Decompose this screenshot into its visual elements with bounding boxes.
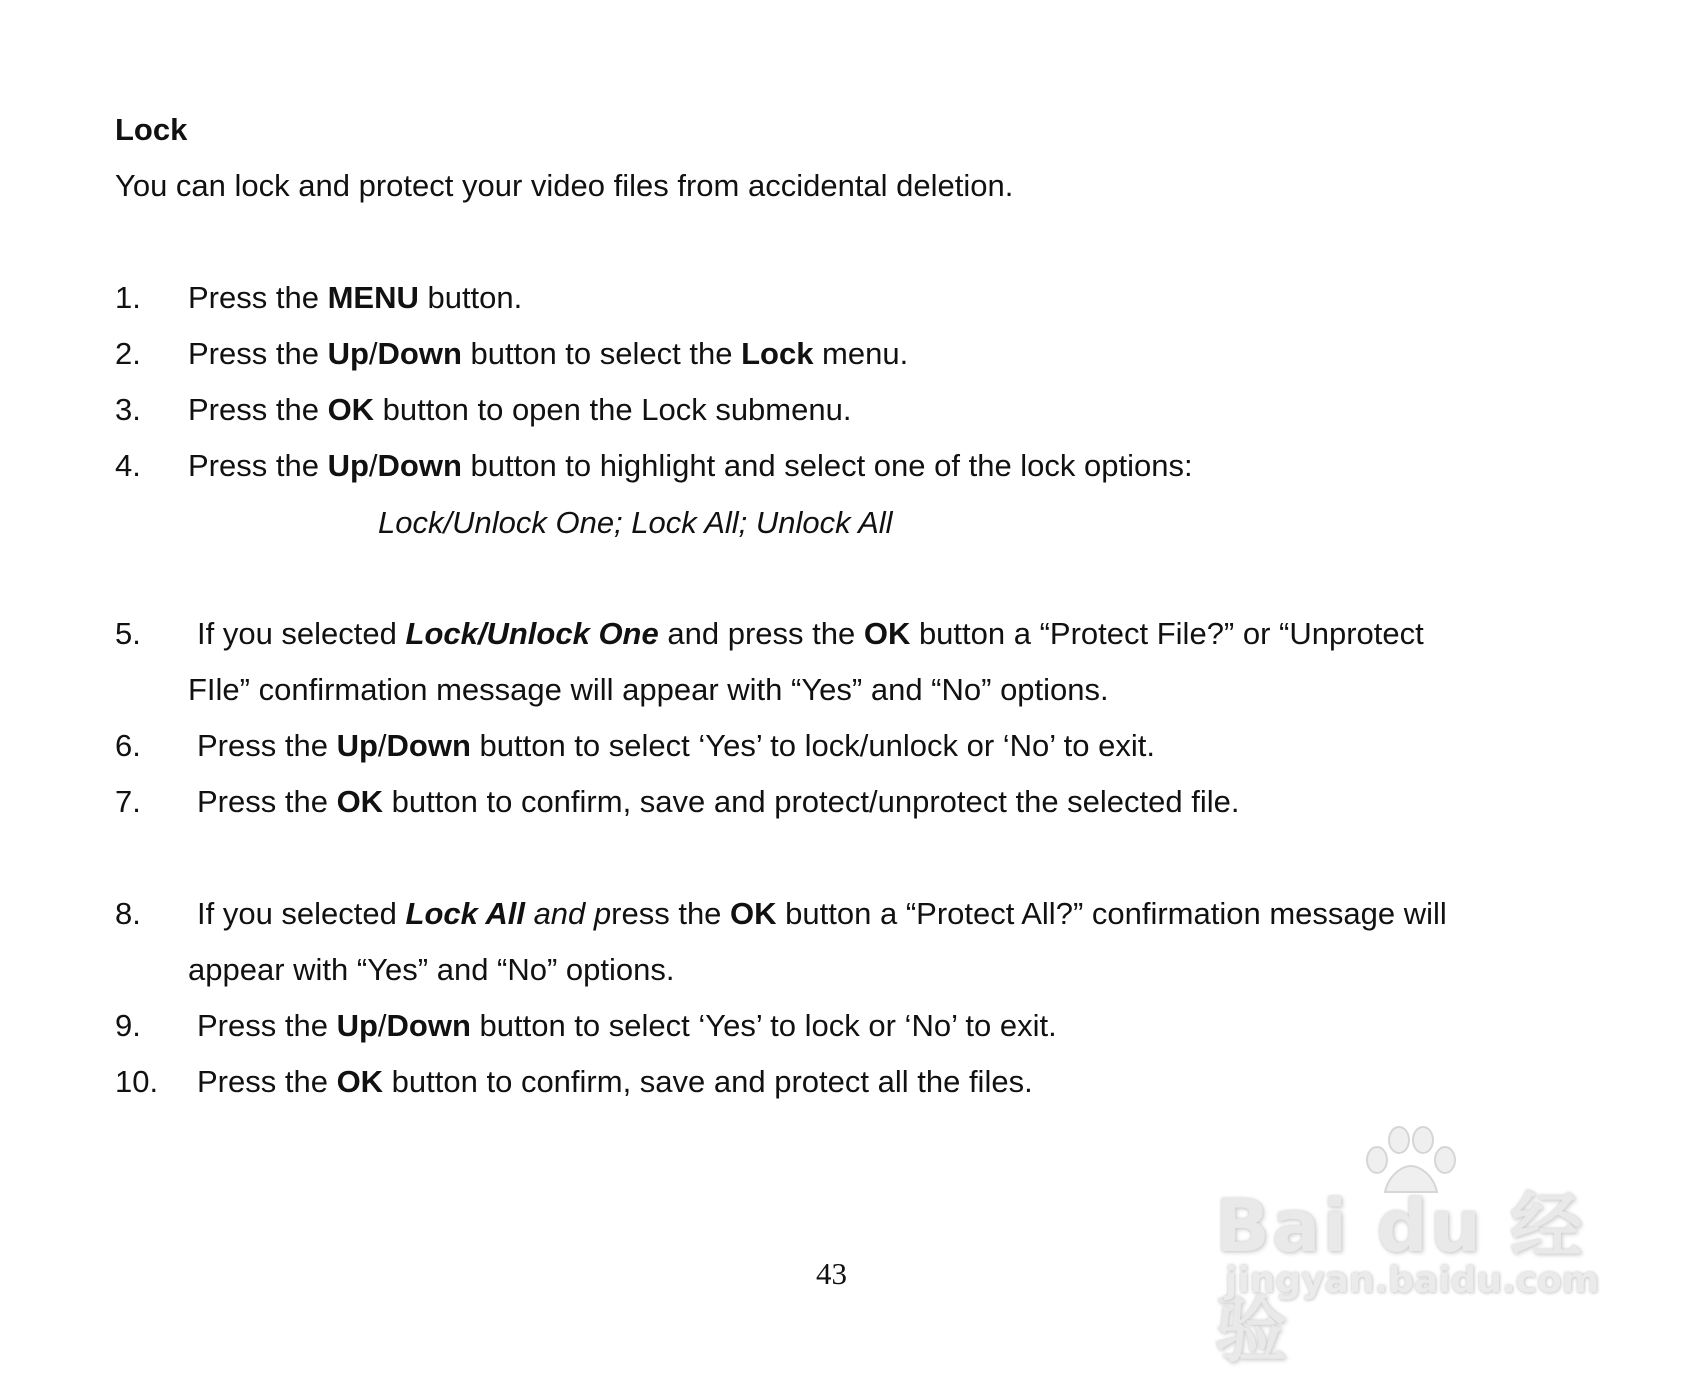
button-name: Down <box>386 1008 471 1043</box>
step-text-part: button to open the Lock submenu. <box>374 392 852 427</box>
step-text-part: button. <box>418 280 523 315</box>
step-text-part: Press the <box>188 280 328 315</box>
step-text <box>197 616 1424 652</box>
step-text <box>188 336 908 372</box>
step-text <box>197 784 1240 820</box>
step-number: 10. <box>115 1064 159 1099</box>
step-text <box>188 448 1193 484</box>
step-text-part: button to select ‘Yes’ to lock or ‘No’ to exit. <box>470 1008 1057 1043</box>
step-text <box>188 280 522 316</box>
step-number: 2. <box>115 336 141 371</box>
step-text-part: button to select the <box>461 336 742 371</box>
intro-text: You can lock and protect your video files from accidental deletion. <box>115 168 1014 203</box>
step-text-part: If you selected <box>197 896 406 931</box>
step-5-continuation: FIle” confirmation message will appear with “Yes” and “No” options. <box>188 672 1109 707</box>
separator: / <box>368 336 378 371</box>
step-text-part: If you selected <box>197 616 406 651</box>
step-text-part: button a “Protect All?” confirmation message will <box>776 896 1447 931</box>
step-text-part: Press the <box>197 784 337 819</box>
step-number: 1. <box>115 280 141 315</box>
step-number: 9. <box>115 1008 141 1043</box>
option-name: Lock/Unlock One <box>405 616 659 651</box>
button-name: Up <box>336 728 378 763</box>
section-heading: Lock <box>115 112 188 147</box>
button-name: OK <box>327 392 375 427</box>
step-text <box>197 728 1155 764</box>
step-text-part: and p <box>524 896 612 931</box>
page-number: 43 <box>816 1256 847 1291</box>
step-8-continuation: appear with “Yes” and “No” options. <box>188 952 675 987</box>
step-text <box>188 392 851 428</box>
step-text-part: button a “Protect File?” or “Unprotect <box>910 616 1424 651</box>
baidu-watermark <box>1215 1118 1635 1372</box>
step-number: 5. <box>115 616 141 651</box>
step-text-part: button to confirm, save and protect all the files. <box>383 1064 1033 1099</box>
button-name: MENU <box>327 280 419 315</box>
button-name: Up <box>327 448 369 483</box>
separator: / <box>377 728 387 763</box>
step-number: 6. <box>115 728 141 763</box>
step-text-part: button to select ‘Yes’ to lock/unlock or ‘No’ to exit. <box>470 728 1155 763</box>
button-name: Down <box>377 336 462 371</box>
step-text <box>197 896 1447 932</box>
step-text-part: Press the <box>188 392 328 427</box>
button-name: Down <box>386 728 471 763</box>
button-name: OK <box>730 896 777 931</box>
option-name: Lock All <box>405 896 525 931</box>
button-name: OK <box>336 1064 384 1099</box>
lock-options: Lock/Unlock One; Lock All; Unlock All <box>378 505 893 540</box>
watermark-url: jingyan.baidu.com <box>1225 1260 1600 1301</box>
button-name: OK <box>863 616 911 651</box>
step-text-part: ress the <box>611 896 731 931</box>
step-text-part: Press the <box>197 1008 337 1043</box>
step-number: 8. <box>115 896 141 931</box>
button-name: Up <box>336 1008 378 1043</box>
step-text-part: Press the <box>188 448 328 483</box>
separator: / <box>377 1008 387 1043</box>
menu-name: Lock <box>741 336 814 371</box>
step-text-part: Press the <box>197 728 337 763</box>
watermark-brand: Bai du 经验 <box>1215 1184 1585 1372</box>
button-name: Up <box>327 336 369 371</box>
step-text <box>197 1008 1057 1044</box>
step-text-part: and press the <box>658 616 864 651</box>
step-text-part: Press the <box>197 1064 337 1099</box>
step-number: 3. <box>115 392 141 427</box>
step-text-part: button to highlight and select one of the lock options: <box>461 448 1193 483</box>
step-number: 4. <box>115 448 141 483</box>
step-text <box>197 1064 1033 1100</box>
step-text-part: button to confirm, save and protect/unprotect the selected file. <box>383 784 1240 819</box>
separator: / <box>368 448 378 483</box>
button-name: OK <box>336 784 384 819</box>
button-name: Down <box>377 448 462 483</box>
step-text-part: Press the <box>188 336 328 371</box>
step-number: 7. <box>115 784 141 819</box>
step-text-part: menu. <box>813 336 909 371</box>
